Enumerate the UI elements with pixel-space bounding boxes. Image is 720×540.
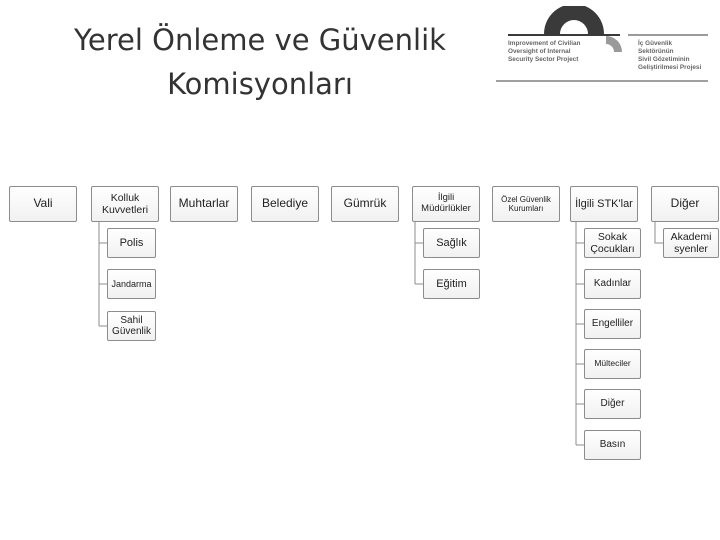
- node-akademisyenler: Akademi syenler: [663, 228, 719, 258]
- node-gumruk: Gümrük: [331, 186, 399, 222]
- node-belediye: Belediye: [251, 186, 319, 222]
- node-jandarma: Jandarma: [107, 269, 156, 299]
- node-kadinlar: Kadınlar: [584, 269, 641, 299]
- node-basin: Basın: [584, 430, 641, 460]
- node-ilgili-mudurlukler: İlgili Müdürlükler: [412, 186, 480, 222]
- node-sokak-cocuklari: Sokak Çocukları: [584, 228, 641, 258]
- node-kolluk-kuvvetleri: Kolluk Kuvvetleri: [91, 186, 159, 222]
- node-ilgili-stklar: İlgili STK'lar: [570, 186, 638, 222]
- node-diger: Diğer: [651, 186, 719, 222]
- node-egitim: Eğitim: [423, 269, 480, 299]
- node-polis: Polis: [107, 228, 156, 258]
- node-multeciler: Mülteciler: [584, 349, 641, 379]
- node-diger-stk: Diğer: [584, 389, 641, 419]
- node-vali: Vali: [9, 186, 77, 222]
- node-ozel-guvenlik-kurumlari: Özel Güvenlik Kurumları: [492, 186, 560, 222]
- logo-text-tr: İç Güvenlik Sektörünün Sivil Gözetiminin Geliştirilmesi Projesi: [638, 40, 702, 71]
- page-title: Yerel Önleme ve Güvenlik Komisyonları: [74, 23, 446, 101]
- node-sahil-guvenlik: Sahil Güvenlik: [107, 311, 156, 341]
- node-muhtarlar: Muhtarlar: [170, 186, 238, 222]
- node-saglik: Sağlık: [423, 228, 480, 258]
- node-engelliler: Engelliler: [584, 309, 641, 339]
- logo-text-en: Improvement of Civilian Oversight of Internal Security Sector Project: [508, 40, 581, 63]
